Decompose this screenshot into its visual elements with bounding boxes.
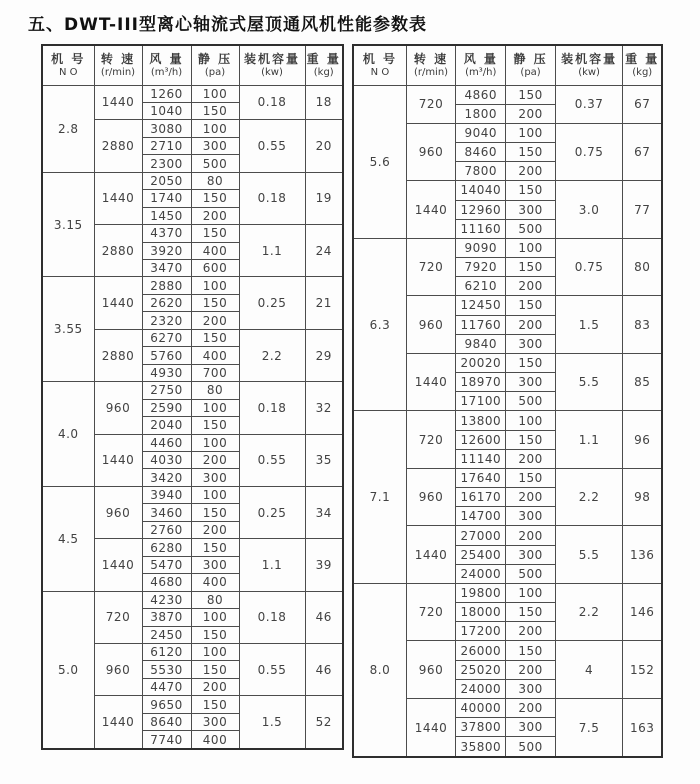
speed-cell: 2880 <box>94 120 142 172</box>
air-volume-cell: 1800 <box>456 104 506 123</box>
speed-cell: 1440 <box>406 526 455 584</box>
static-pressure-cell: 200 <box>506 277 555 296</box>
power-cell: 1.1 <box>239 539 305 591</box>
col-header-unit: N O <box>370 66 390 78</box>
air-volume-cell: 7800 <box>456 162 506 181</box>
speed-cell: 720 <box>406 583 455 641</box>
air-volume-cell: 17640 <box>456 468 506 487</box>
air-volume-cell: 4930 <box>142 364 191 381</box>
air-volume-cell: 2880 <box>142 277 191 294</box>
table-row <box>42 172 343 189</box>
weight-cell: 52 <box>305 696 343 749</box>
air-volume-cell: 6120 <box>142 644 191 661</box>
air-volume-cell: 26000 <box>456 641 506 660</box>
air-volume-cell: 1450 <box>142 207 191 224</box>
table-row <box>42 85 343 102</box>
weight-cell: 85 <box>623 353 662 411</box>
power-cell: 1.5 <box>555 296 623 354</box>
air-volume-cell: 1740 <box>142 190 191 207</box>
col-header-label: 重 量 <box>625 51 660 66</box>
static-pressure-cell: 200 <box>506 449 555 468</box>
static-pressure-cell: 150 <box>506 603 555 622</box>
col-header-3 <box>191 45 239 85</box>
page-title: 五、DWT-III型离心轴流式屋顶通风机性能参数表 <box>28 15 427 35</box>
static-pressure-cell: 100 <box>191 120 239 137</box>
air-volume-cell: 1040 <box>142 102 191 119</box>
air-volume-cell: 2620 <box>142 294 191 311</box>
air-volume-cell: 24000 <box>456 564 506 583</box>
static-pressure-cell: 500 <box>506 392 555 411</box>
model-no-cell: 7.1 <box>353 411 406 584</box>
model-no-cell: 5.0 <box>42 591 94 749</box>
model-no-cell: 6.3 <box>353 238 406 411</box>
power-cell: 2.2 <box>239 329 305 381</box>
power-cell: 0.55 <box>239 120 305 172</box>
static-pressure-cell: 200 <box>506 622 555 641</box>
static-pressure-cell: 300 <box>506 718 555 737</box>
speed-cell: 1440 <box>406 181 455 239</box>
air-volume-cell: 40000 <box>456 699 506 718</box>
col-header-4 <box>239 45 305 85</box>
weight-cell: 32 <box>305 382 343 434</box>
air-volume-cell: 2710 <box>142 137 191 154</box>
weight-cell: 163 <box>623 699 662 758</box>
static-pressure-cell: 150 <box>191 102 239 119</box>
static-pressure-cell: 150 <box>506 143 555 162</box>
col-header-label: 风 量 <box>463 51 498 66</box>
speed-cell: 720 <box>406 85 455 123</box>
air-volume-cell: 2450 <box>142 626 191 643</box>
power-cell: 0.55 <box>239 644 305 696</box>
air-volume-cell: 7920 <box>456 258 506 277</box>
speed-cell: 1440 <box>406 353 455 411</box>
col-header-2 <box>456 45 506 85</box>
air-volume-cell: 7740 <box>142 731 191 749</box>
col-header-0 <box>353 45 406 85</box>
static-pressure-cell: 80 <box>191 591 239 608</box>
static-pressure-cell: 150 <box>191 626 239 643</box>
col-header-label: 转 速 <box>100 51 136 66</box>
speed-cell: 720 <box>94 591 142 643</box>
static-pressure-cell: 100 <box>506 411 555 430</box>
air-volume-cell: 18000 <box>456 603 506 622</box>
model-no-cell: 8.0 <box>353 583 406 757</box>
static-pressure-cell: 100 <box>506 238 555 257</box>
air-volume-cell: 5530 <box>142 661 191 678</box>
table-row <box>42 382 343 399</box>
static-pressure-cell: 200 <box>506 488 555 507</box>
col-header-label: 静 压 <box>197 51 233 66</box>
air-volume-cell: 18970 <box>456 373 506 392</box>
col-header-unit: (kg) <box>313 66 334 78</box>
weight-cell: 98 <box>623 468 662 526</box>
air-volume-cell: 4470 <box>142 678 191 695</box>
air-volume-cell: 13800 <box>456 411 506 430</box>
col-header-2 <box>142 45 191 85</box>
static-pressure-cell: 300 <box>506 373 555 392</box>
air-volume-cell: 6280 <box>142 539 191 556</box>
air-volume-cell: 2040 <box>142 417 191 434</box>
air-volume-cell: 5470 <box>142 556 191 573</box>
power-cell: 3.0 <box>555 181 623 239</box>
speed-cell: 2880 <box>94 225 142 277</box>
weight-cell: 67 <box>623 85 662 123</box>
table-row <box>42 486 343 503</box>
static-pressure-cell: 150 <box>506 85 555 104</box>
static-pressure-cell: 150 <box>506 296 555 315</box>
power-cell: 2.2 <box>555 583 623 641</box>
power-cell: 0.18 <box>239 85 305 120</box>
fan-spec-table-left <box>41 44 344 750</box>
table-row <box>353 85 662 104</box>
static-pressure-cell: 300 <box>506 545 555 564</box>
speed-cell: 960 <box>94 644 142 696</box>
static-pressure-cell: 600 <box>191 260 239 277</box>
speed-cell: 960 <box>94 486 142 538</box>
air-volume-cell: 9650 <box>142 696 191 713</box>
col-header-5 <box>305 45 343 85</box>
power-cell: 4 <box>555 641 623 699</box>
static-pressure-cell: 400 <box>191 731 239 749</box>
air-volume-cell: 4460 <box>142 434 191 451</box>
weight-cell: 83 <box>623 296 662 354</box>
col-header-label: 静 压 <box>513 51 548 66</box>
weight-cell: 24 <box>305 225 343 277</box>
air-volume-cell: 14040 <box>456 181 506 200</box>
air-volume-cell: 16170 <box>456 488 506 507</box>
static-pressure-cell: 200 <box>506 162 555 181</box>
air-volume-cell: 2760 <box>142 521 191 538</box>
col-header-unit: (kw) <box>578 66 600 78</box>
col-header-1 <box>406 45 455 85</box>
model-no-cell: 5.6 <box>353 85 406 238</box>
col-header-label: 风 量 <box>149 51 184 66</box>
static-pressure-cell: 500 <box>506 219 555 238</box>
col-header-5 <box>623 45 662 85</box>
weight-cell: 67 <box>623 123 662 181</box>
power-cell: 1.5 <box>239 696 305 749</box>
static-pressure-cell: 150 <box>191 294 239 311</box>
static-pressure-cell: 150 <box>506 181 555 200</box>
air-volume-cell: 4370 <box>142 225 191 242</box>
static-pressure-cell: 150 <box>191 661 239 678</box>
col-header-label: 装机容量 <box>561 51 618 66</box>
col-header-unit: (kg) <box>632 66 653 78</box>
speed-cell: 960 <box>406 296 455 354</box>
power-cell: 0.25 <box>239 277 305 329</box>
speed-cell: 720 <box>406 411 455 469</box>
air-volume-cell: 12450 <box>456 296 506 315</box>
power-cell: 0.18 <box>239 591 305 643</box>
air-volume-cell: 11760 <box>456 315 506 334</box>
static-pressure-cell: 400 <box>191 574 239 591</box>
air-volume-cell: 4030 <box>142 452 191 469</box>
weight-cell: 152 <box>623 641 662 699</box>
static-pressure-cell: 400 <box>191 347 239 364</box>
air-volume-cell: 6210 <box>456 277 506 296</box>
power-cell: 0.18 <box>239 382 305 434</box>
air-volume-cell: 27000 <box>456 526 506 545</box>
static-pressure-cell: 200 <box>506 104 555 123</box>
col-header-unit: (m³/h) <box>465 66 497 78</box>
static-pressure-cell: 200 <box>191 207 239 224</box>
col-header-unit: (m³/h) <box>150 66 183 78</box>
speed-cell: 960 <box>94 382 142 434</box>
table-row <box>353 583 662 602</box>
static-pressure-cell: 400 <box>191 242 239 259</box>
fan-spec-table-right <box>352 44 663 758</box>
static-pressure-cell: 150 <box>506 430 555 449</box>
air-volume-cell: 1260 <box>142 85 191 102</box>
power-cell: 1.1 <box>555 411 623 469</box>
static-pressure-cell: 150 <box>191 417 239 434</box>
power-cell: 0.25 <box>239 486 305 538</box>
header-row <box>42 45 343 85</box>
static-pressure-cell: 300 <box>506 507 555 526</box>
static-pressure-cell: 200 <box>191 452 239 469</box>
col-header-1 <box>94 45 142 85</box>
speed-cell: 1440 <box>406 699 455 758</box>
static-pressure-cell: 150 <box>191 539 239 556</box>
static-pressure-cell: 150 <box>191 225 239 242</box>
air-volume-cell: 17200 <box>456 622 506 641</box>
static-pressure-cell: 300 <box>191 713 239 730</box>
col-header-unit: (r/min) <box>100 66 136 78</box>
weight-cell: 21 <box>305 277 343 329</box>
static-pressure-cell: 100 <box>191 399 239 416</box>
power-cell: 7.5 <box>555 699 623 758</box>
air-volume-cell: 25020 <box>456 660 506 679</box>
col-header-unit: N O <box>58 66 78 78</box>
power-cell: 0.18 <box>239 172 305 224</box>
static-pressure-cell: 200 <box>506 526 555 545</box>
air-volume-cell: 4860 <box>456 85 506 104</box>
static-pressure-cell: 100 <box>506 583 555 602</box>
air-volume-cell: 4230 <box>142 591 191 608</box>
static-pressure-cell: 200 <box>506 660 555 679</box>
static-pressure-cell: 100 <box>191 434 239 451</box>
air-volume-cell: 9040 <box>456 123 506 142</box>
static-pressure-cell: 150 <box>191 504 239 521</box>
air-volume-cell: 19800 <box>456 583 506 602</box>
static-pressure-cell: 100 <box>191 644 239 661</box>
model-no-cell: 3.55 <box>42 277 94 382</box>
power-cell: 0.75 <box>555 123 623 181</box>
air-volume-cell: 3080 <box>142 120 191 137</box>
speed-cell: 2880 <box>94 329 142 381</box>
speed-cell: 1440 <box>94 434 142 486</box>
weight-cell: 35 <box>305 434 343 486</box>
static-pressure-cell: 150 <box>191 329 239 346</box>
air-volume-cell: 2320 <box>142 312 191 329</box>
col-header-label: 转 速 <box>413 51 449 66</box>
col-header-unit: (pa) <box>204 66 226 78</box>
air-volume-cell: 12600 <box>456 430 506 449</box>
air-volume-cell: 17100 <box>456 392 506 411</box>
table-row <box>353 411 662 430</box>
air-volume-cell: 2750 <box>142 382 191 399</box>
air-volume-cell: 2300 <box>142 155 191 172</box>
static-pressure-cell: 100 <box>191 486 239 503</box>
air-volume-cell: 5760 <box>142 347 191 364</box>
col-header-label: 机 号 <box>51 51 86 66</box>
speed-cell: 1440 <box>94 172 142 224</box>
static-pressure-cell: 100 <box>191 85 239 102</box>
air-volume-cell: 12960 <box>456 200 506 219</box>
static-pressure-cell: 300 <box>191 556 239 573</box>
speed-cell: 1440 <box>94 696 142 749</box>
col-header-4 <box>555 45 623 85</box>
speed-cell: 960 <box>406 641 455 699</box>
static-pressure-cell: 150 <box>506 641 555 660</box>
table-row <box>353 238 662 257</box>
power-cell: 0.37 <box>555 85 623 123</box>
speed-cell: 960 <box>406 123 455 181</box>
air-volume-cell: 4680 <box>142 574 191 591</box>
tables-container <box>41 44 700 758</box>
weight-cell: 18 <box>305 85 343 120</box>
model-no-cell: 3.15 <box>42 172 94 277</box>
weight-cell: 46 <box>305 591 343 643</box>
air-volume-cell: 6270 <box>142 329 191 346</box>
weight-cell: 20 <box>305 120 343 172</box>
air-volume-cell: 3940 <box>142 486 191 503</box>
col-header-unit: (r/min) <box>413 66 449 78</box>
col-header-3 <box>506 45 555 85</box>
static-pressure-cell: 150 <box>506 258 555 277</box>
model-no-cell: 4.5 <box>42 486 94 591</box>
static-pressure-cell: 200 <box>506 315 555 334</box>
power-cell: 2.2 <box>555 468 623 526</box>
header-row <box>353 45 662 85</box>
static-pressure-cell: 80 <box>191 172 239 189</box>
air-volume-cell: 24000 <box>456 679 506 698</box>
air-volume-cell: 3920 <box>142 242 191 259</box>
static-pressure-cell: 150 <box>191 190 239 207</box>
col-header-label: 装机容量 <box>243 51 300 66</box>
static-pressure-cell: 300 <box>191 137 239 154</box>
static-pressure-cell: 150 <box>506 468 555 487</box>
weight-cell: 136 <box>623 526 662 584</box>
air-volume-cell: 25400 <box>456 545 506 564</box>
static-pressure-cell: 200 <box>191 312 239 329</box>
table-row <box>42 277 343 294</box>
air-volume-cell: 8640 <box>142 713 191 730</box>
weight-cell: 29 <box>305 329 343 381</box>
static-pressure-cell: 200 <box>191 678 239 695</box>
speed-cell: 1440 <box>94 277 142 329</box>
power-cell: 1.1 <box>239 225 305 277</box>
model-no-cell: 4.0 <box>42 382 94 487</box>
model-no-cell: 2.8 <box>42 85 94 172</box>
col-header-unit: (kw) <box>261 66 283 78</box>
power-cell: 0.55 <box>239 434 305 486</box>
static-pressure-cell: 200 <box>191 521 239 538</box>
air-volume-cell: 2590 <box>142 399 191 416</box>
static-pressure-cell: 700 <box>191 364 239 381</box>
air-volume-cell: 8460 <box>456 143 506 162</box>
static-pressure-cell: 300 <box>506 334 555 353</box>
static-pressure-cell: 100 <box>191 609 239 626</box>
air-volume-cell: 35800 <box>456 737 506 757</box>
weight-cell: 19 <box>305 172 343 224</box>
air-volume-cell: 14700 <box>456 507 506 526</box>
static-pressure-cell: 100 <box>506 123 555 142</box>
air-volume-cell: 37800 <box>456 718 506 737</box>
weight-cell: 77 <box>623 181 662 239</box>
col-header-label: 机 号 <box>362 51 398 66</box>
weight-cell: 146 <box>623 583 662 641</box>
air-volume-cell: 11160 <box>456 219 506 238</box>
power-cell: 5.5 <box>555 526 623 584</box>
weight-cell: 46 <box>305 644 343 696</box>
air-volume-cell: 20020 <box>456 353 506 372</box>
air-volume-cell: 2050 <box>142 172 191 189</box>
speed-cell: 1440 <box>94 85 142 120</box>
speed-cell: 960 <box>406 468 455 526</box>
static-pressure-cell: 300 <box>506 679 555 698</box>
air-volume-cell: 11140 <box>456 449 506 468</box>
col-header-label: 重 量 <box>306 51 341 66</box>
static-pressure-cell: 80 <box>191 382 239 399</box>
air-volume-cell: 3470 <box>142 260 191 277</box>
weight-cell: 80 <box>623 238 662 296</box>
speed-cell: 720 <box>406 238 455 296</box>
weight-cell: 39 <box>305 539 343 591</box>
static-pressure-cell: 300 <box>506 200 555 219</box>
weight-cell: 34 <box>305 486 343 538</box>
static-pressure-cell: 500 <box>506 564 555 583</box>
static-pressure-cell: 150 <box>191 696 239 713</box>
speed-cell: 1440 <box>94 539 142 591</box>
static-pressure-cell: 150 <box>506 353 555 372</box>
static-pressure-cell: 100 <box>191 277 239 294</box>
col-header-unit: (pa) <box>520 66 541 78</box>
air-volume-cell: 9840 <box>456 334 506 353</box>
static-pressure-cell: 300 <box>191 469 239 486</box>
power-cell: 5.5 <box>555 353 623 411</box>
power-cell: 0.75 <box>555 238 623 296</box>
col-header-0 <box>42 45 94 85</box>
air-volume-cell: 3420 <box>142 469 191 486</box>
table-row <box>42 591 343 608</box>
static-pressure-cell: 500 <box>191 155 239 172</box>
air-volume-cell: 3870 <box>142 609 191 626</box>
weight-cell: 96 <box>623 411 662 469</box>
air-volume-cell: 9090 <box>456 238 506 257</box>
air-volume-cell: 3460 <box>142 504 191 521</box>
static-pressure-cell: 500 <box>506 737 555 757</box>
static-pressure-cell: 200 <box>506 699 555 718</box>
